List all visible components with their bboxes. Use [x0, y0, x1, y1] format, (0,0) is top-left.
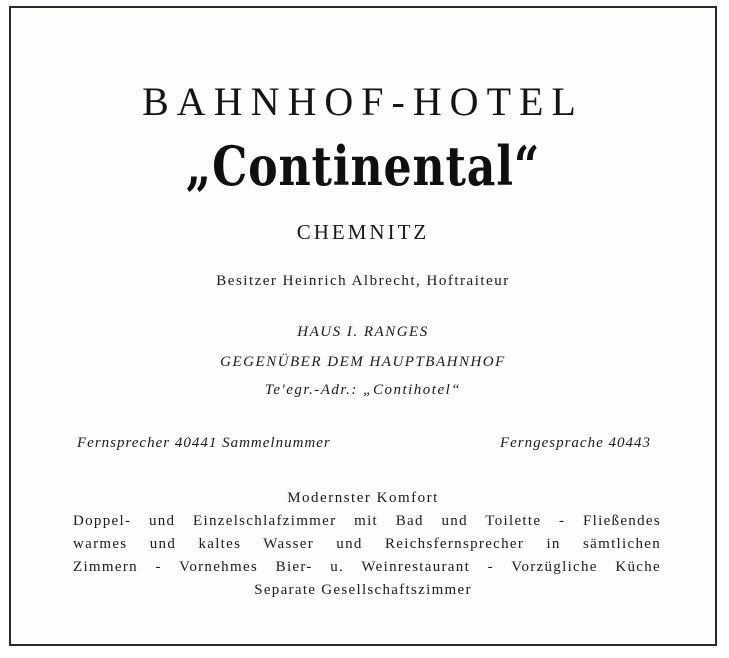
- hotel-name: „Continental“: [185, 134, 541, 198]
- comfort-line: Doppel- und Einzelschlafzimmer mit Bad und Toilette - Fließendes: [73, 513, 661, 529]
- hotel-title: BAHNHOF-HOTEL: [142, 79, 584, 124]
- comfort-line: Separate Gesellschaftszimmer: [254, 582, 472, 598]
- rank-line: HAUS I. RANGES: [297, 324, 429, 340]
- location-line: GEGENÜBER DEM HAUPTBAHNHOF: [220, 354, 506, 370]
- phone-local: Fernsprecher 40441 Sammelnummer: [77, 435, 331, 451]
- phone-long-distance: Ferngesprache 40443: [499, 435, 651, 451]
- comfort-line: Zimmern - Vornehmes Bier- u. Weinrestaurant - Vorzügliche Küche: [73, 559, 661, 575]
- comfort-heading: Modernster Komfort: [287, 490, 439, 506]
- advertisement-frame: [9, 6, 717, 646]
- telegram-address: Te'egr.-Adr.: „Contihotel“: [264, 382, 462, 398]
- comfort-line: warmes und kaltes Wasser und Reichsfernsprecher in sämtlichen: [73, 536, 661, 552]
- city-name: CHEMNITZ: [296, 220, 430, 244]
- owner-line: Besitzer Heinrich Albrecht, Hoftraiteur: [216, 273, 510, 289]
